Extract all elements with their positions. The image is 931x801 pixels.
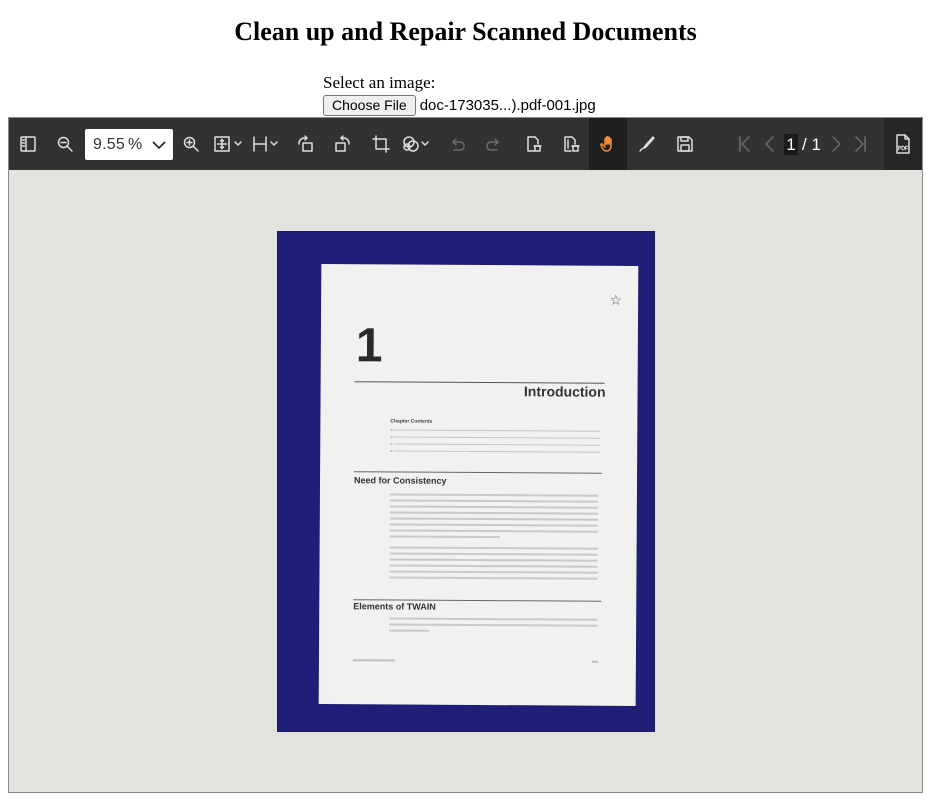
file-input[interactable] xyxy=(323,95,596,116)
current-page-input[interactable]: 1 xyxy=(784,134,798,155)
delete-page-icon[interactable] xyxy=(522,118,544,170)
last-page-icon[interactable] xyxy=(849,118,871,170)
viewer-toolbar xyxy=(9,118,922,170)
chevron-down-icon xyxy=(151,138,167,152)
footer-page-number xyxy=(592,661,598,663)
text-line xyxy=(390,546,598,549)
undo-icon[interactable] xyxy=(446,118,468,170)
scanned-image xyxy=(277,231,655,732)
text-line xyxy=(389,629,429,631)
save-icon[interactable] xyxy=(674,118,696,170)
sidebar-toggle-icon[interactable] xyxy=(17,118,39,170)
text-line xyxy=(389,576,597,579)
contents-heading: Chapter Contents xyxy=(390,418,433,425)
footer-left xyxy=(353,659,395,661)
section-heading: Need for Consistency xyxy=(353,475,447,486)
zoom-in-icon[interactable] xyxy=(180,118,202,170)
text-line xyxy=(390,493,598,496)
text-line xyxy=(390,511,598,514)
page-total: / 1 xyxy=(802,135,821,154)
pan-hand-icon[interactable] xyxy=(589,118,627,170)
toc-line xyxy=(390,450,600,453)
fit-width-icon[interactable] xyxy=(251,118,285,170)
first-page-icon[interactable] xyxy=(734,118,756,170)
redo-icon[interactable] xyxy=(483,118,505,170)
crop-icon[interactable] xyxy=(370,118,392,170)
text-line xyxy=(389,617,597,620)
next-page-icon[interactable] xyxy=(827,118,845,170)
zoom-value: 9.55 xyxy=(93,135,125,153)
previous-page-icon[interactable] xyxy=(761,118,779,170)
chapter-title: Introduction xyxy=(523,383,606,400)
text-line xyxy=(390,535,500,538)
draw-icon[interactable] xyxy=(636,118,658,170)
section-heading: Elements of TWAIN xyxy=(353,601,436,612)
rotate-left-icon[interactable] xyxy=(294,118,316,170)
document-page xyxy=(319,264,639,706)
text-line xyxy=(390,523,598,526)
zoom-out-icon[interactable] xyxy=(54,118,76,170)
svg-text:PDF: PDF xyxy=(898,146,908,152)
toc-line xyxy=(390,429,600,432)
toc-line xyxy=(390,443,600,446)
text-line xyxy=(389,570,597,573)
chapter-number: 1 xyxy=(355,319,383,373)
rotate-right-icon[interactable] xyxy=(332,118,354,170)
pdf-section xyxy=(884,118,922,170)
text-line xyxy=(390,517,598,520)
fit-window-icon[interactable] xyxy=(212,118,248,170)
select-image-label: Select an image: xyxy=(323,73,436,92)
toc-line xyxy=(390,436,600,439)
selected-file-name: doc-173035...).pdf-001.jpg xyxy=(419,97,596,114)
text-line xyxy=(390,499,598,502)
filter-icon[interactable] xyxy=(401,118,437,170)
delete-all-icon[interactable] xyxy=(560,118,582,170)
text-line xyxy=(390,558,598,561)
page-title: Clean up and Repair Scanned Documents xyxy=(234,17,697,46)
text-line xyxy=(389,623,597,626)
text-line xyxy=(390,552,598,555)
text-line xyxy=(390,505,598,508)
image-viewer xyxy=(8,117,923,793)
choose-file-button[interactable]: Choose File xyxy=(323,95,416,116)
star-icon: ☆ xyxy=(609,293,623,309)
zoom-select[interactable] xyxy=(85,129,173,160)
zoom-unit: % xyxy=(127,135,143,153)
text-line xyxy=(390,564,598,567)
text-line xyxy=(390,529,598,532)
section-rule xyxy=(354,471,602,474)
export-pdf-icon[interactable] xyxy=(892,118,914,170)
